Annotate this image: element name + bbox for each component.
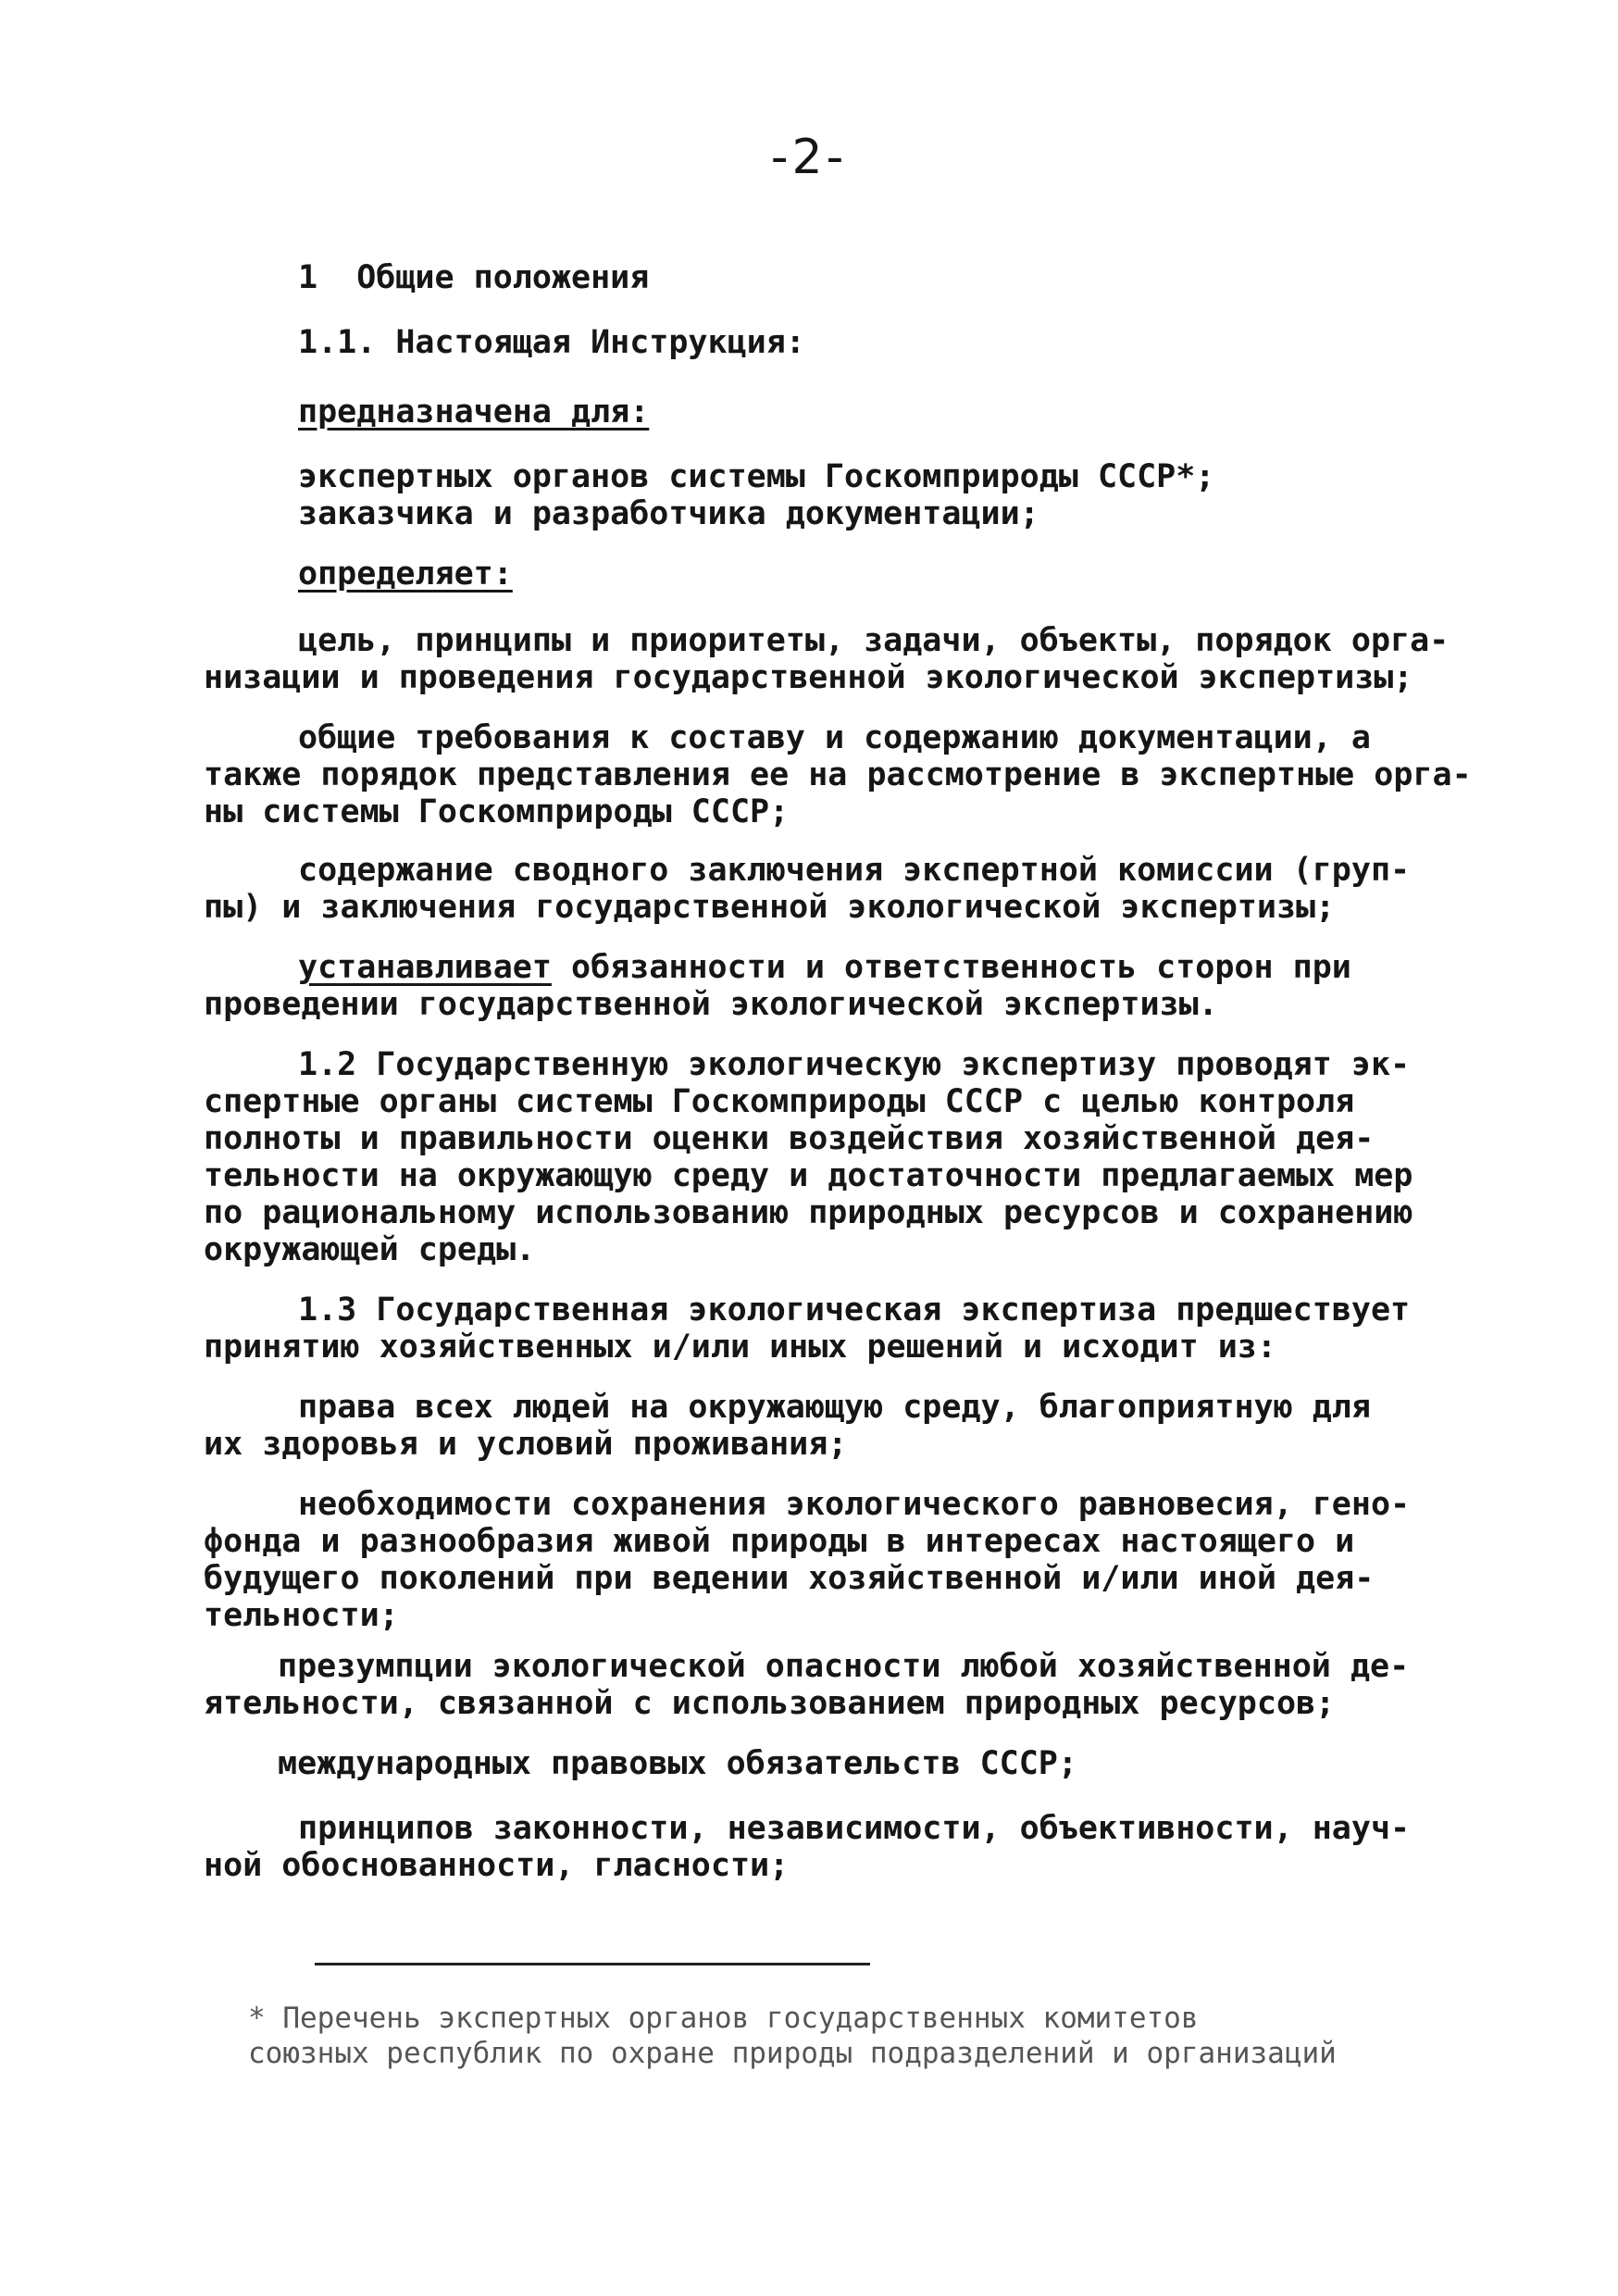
need-line-c: будущего поколений при ведении хозяйственной и/или иной дея- xyxy=(204,1560,1375,1597)
danger-line-b: ятельности, связанной с использованием природных ресурсов; xyxy=(204,1685,1336,1722)
defines-2-line-c: ны системы Госкомприроды СССР; xyxy=(204,793,790,830)
paragraph-1-2-line-a: 1.2 Государственную экологическую экспертизу проводят эк- xyxy=(298,1046,1411,1083)
rights-line-b: их здоровья и условий проживания; xyxy=(204,1426,848,1463)
paragraph-1-2-line-e: по рациональному использованию природных ресурсов и сохранению xyxy=(204,1194,1413,1231)
principles-line-a: принципов законности, независимости, объективности, науч- xyxy=(298,1810,1411,1847)
establishes-line-a xyxy=(298,949,1351,986)
defines-label: определяет: xyxy=(298,555,513,593)
principles-line-b: ной обоснованности, гласности; xyxy=(204,1847,790,1884)
intended-item-1: экспертных органов системы Госкомприроды СССР*; xyxy=(298,458,1215,495)
defines-2-line-a: общие требования к составу и содержанию документации, а xyxy=(298,719,1371,756)
defines-2-line-b: также порядок представления ее на рассмотрение в экспертные орга- xyxy=(204,756,1472,793)
footnote-line-a: * Перечень экспертных органов государственных комитетов xyxy=(248,2002,1199,2035)
intended-label: предназначена для: xyxy=(298,393,650,430)
section-title: 1 Общие положения xyxy=(298,259,650,296)
paragraph-1-2-line-f: окружающей среды. xyxy=(204,1231,536,1268)
defines-3-line-b: пы) и заключения государственной экологической экспертизы; xyxy=(204,889,1336,926)
establishes-text: обязанности и ответственность сторон при xyxy=(551,949,1351,986)
paragraph-1-1: 1.1. Настоящая Инструкция: xyxy=(298,324,805,361)
need-line-d: тельности; xyxy=(204,1597,399,1634)
intended-item-2: заказчика и разработчика документации; xyxy=(298,495,1039,532)
danger-line-a: презумпции экологической опасности любой хозяйственной де- xyxy=(278,1648,1410,1685)
defines-3-line-a: содержание сводного заключения экспертной комиссии (груп- xyxy=(298,852,1411,889)
need-line-a: необходимости сохранения экологического равновесия, гено- xyxy=(298,1486,1411,1523)
footnote-line-b: союзных республик по охране природы подразделений и организаций xyxy=(248,2037,1337,2070)
establishes-line-b: проведении государственной экологической экспертизы. xyxy=(204,986,1218,1023)
paragraph-1-2-line-b: спертные органы системы Госкомприроды СССР с целью контроля xyxy=(204,1083,1355,1120)
page-number: -2- xyxy=(770,130,848,185)
defines-1-line-b: низации и проведения государственной экологической экспертизы; xyxy=(204,659,1413,696)
defines-1-line-a: цель, принципы и приоритеты, задачи, объекты, порядок орга- xyxy=(298,622,1450,659)
paragraph-1-3-line-a: 1.3 Государственная экологическая экспертиза предшествует xyxy=(298,1292,1411,1329)
rights-line-a: права всех людей на окружающую среду, благоприятную для xyxy=(298,1389,1371,1426)
paragraph-1-2-line-d: тельности на окружающую среду и достаточности предлагаемых мер xyxy=(204,1157,1413,1194)
international-obligations: международных правовых обязательств СССР; xyxy=(278,1745,1077,1782)
footnote-divider xyxy=(315,1963,870,1965)
need-line-b: фонда и разнообразия живой природы в интересах настоящего и xyxy=(204,1523,1355,1560)
paragraph-1-2-line-c: полноты и правильности оценки воздействия хозяйственной дея- xyxy=(204,1120,1375,1157)
paragraph-1-3-line-b: принятию хозяйственных и/или иных решений и исходит из: xyxy=(204,1329,1276,1366)
establishes-label: устанавливает xyxy=(298,949,552,986)
